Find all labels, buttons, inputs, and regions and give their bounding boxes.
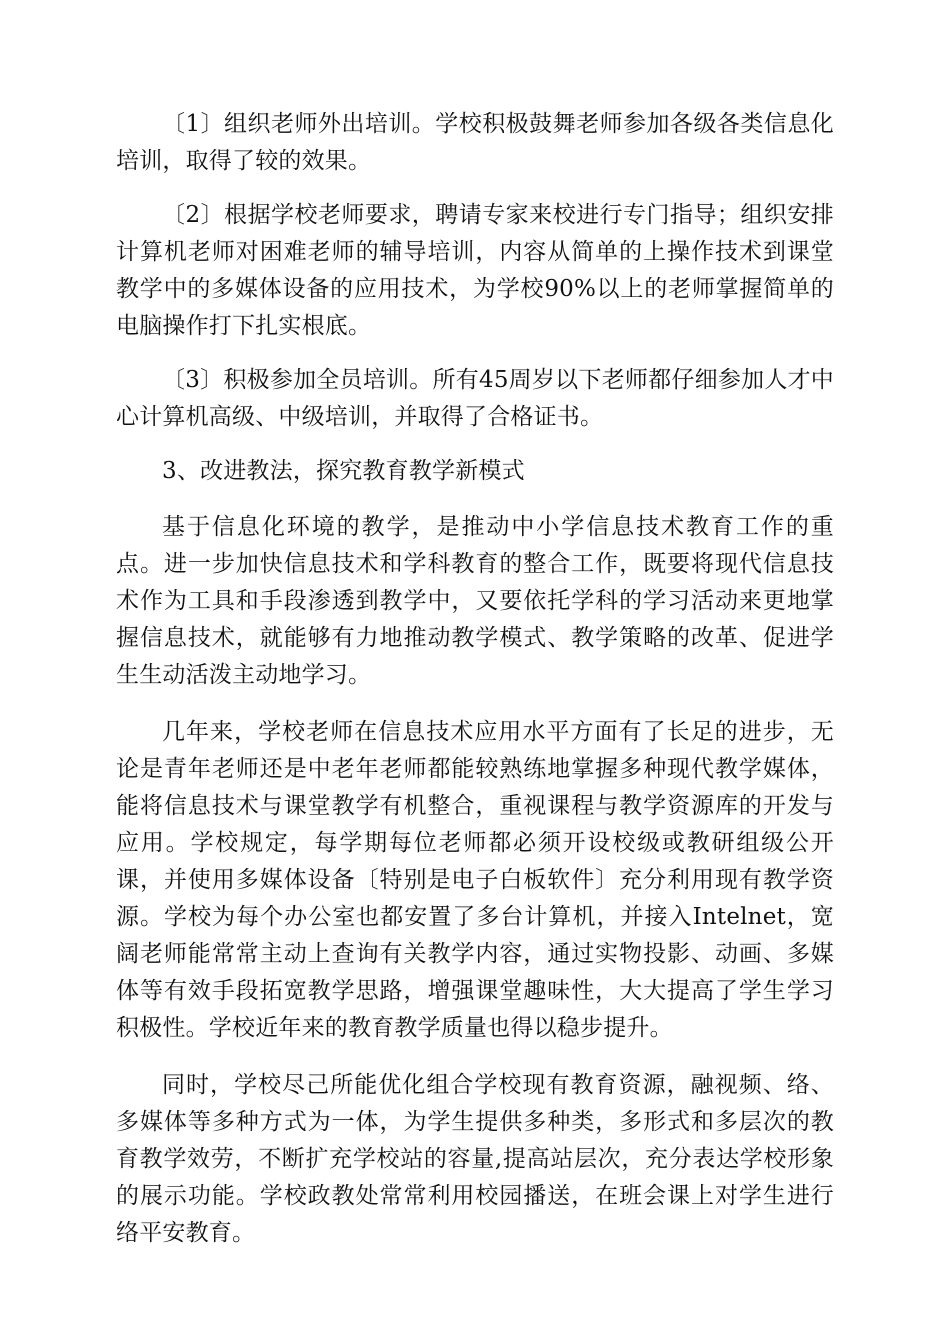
paragraph-teacher-progress: 几年来，学校老师在信息技术应用水平方面有了长足的进步，无论是青年老师还是中老年老师都能较熟练地掌握多种现代教学媒体，能将信息技术与课堂教学有机整合，重视课程与教学资源库的开发与应用。学校规定，每学期每位老师都必须开设校级或教研组级公开课，并使用多媒体设备〔特别是电子白板软件〕充分利用现有教学资源。学校为每个办公室也都安置了多台计算机，并接入Intelnet，宽阔老师能常常主动上查询有关教学内容，通过实物投影、动画、多媒体等有效手段拓宽教学思路，增强课堂趣味性，大大提高了学生学习积极性。学校近年来的教育教学质量也得以稳步提升。 <box>116 719 834 1041</box>
paragraph-training-outside: 〔1〕组织老师外出培训。学校积极鼓舞老师参加各级各类信息化培训，取得了较的效果。 <box>116 111 834 174</box>
paragraph-full-staff-training: 〔3〕积极参加全员培训。所有45周岁以下老师都仔细参加人才中心计算机高级、中级培训，并取得了合格证书。 <box>116 367 834 430</box>
paragraph-information-teaching: 基于信息化环境的教学，是推动中小学信息技术教育工作的重点。进一步加快信息技术和学科教育的整合工作，既要将现代信息技术作为工具和手段渗透到教学中，又要依托学科的学习活动来更地掌握信息技术，就能够有力地推动教学模式、教学策略的改革、促进学生生动活泼主动地学习。 <box>116 514 834 688</box>
document-body <box>116 106 834 1252</box>
section-heading-teaching-methods: 3、改进教法，探究教育教学新模式 <box>162 458 525 484</box>
paragraph-resource-integration: 同时，学校尽己所能优化组合学校现有教育资源，融视频、络、多媒体等多种方式为一体，为学生提供多种类，多形式和多层次的教育教学效劳，不断扩充学校站的容量,提高站层次，充分表达学校形象的展示功能。学校政教处常常利用校园播送，在班会课上对学生进行络平安教育。 <box>116 1072 834 1246</box>
paragraph-expert-guidance: 〔2〕根据学校老师要求，聘请专家来校进行专门指导；组织安排计算机老师对困难老师的辅导培训，内容从简单的上操作技术到课堂教学中的多媒体设备的应用技术，为学校90%以上的老师掌握简单的电脑操作打下扎实根底。 <box>116 202 834 339</box>
